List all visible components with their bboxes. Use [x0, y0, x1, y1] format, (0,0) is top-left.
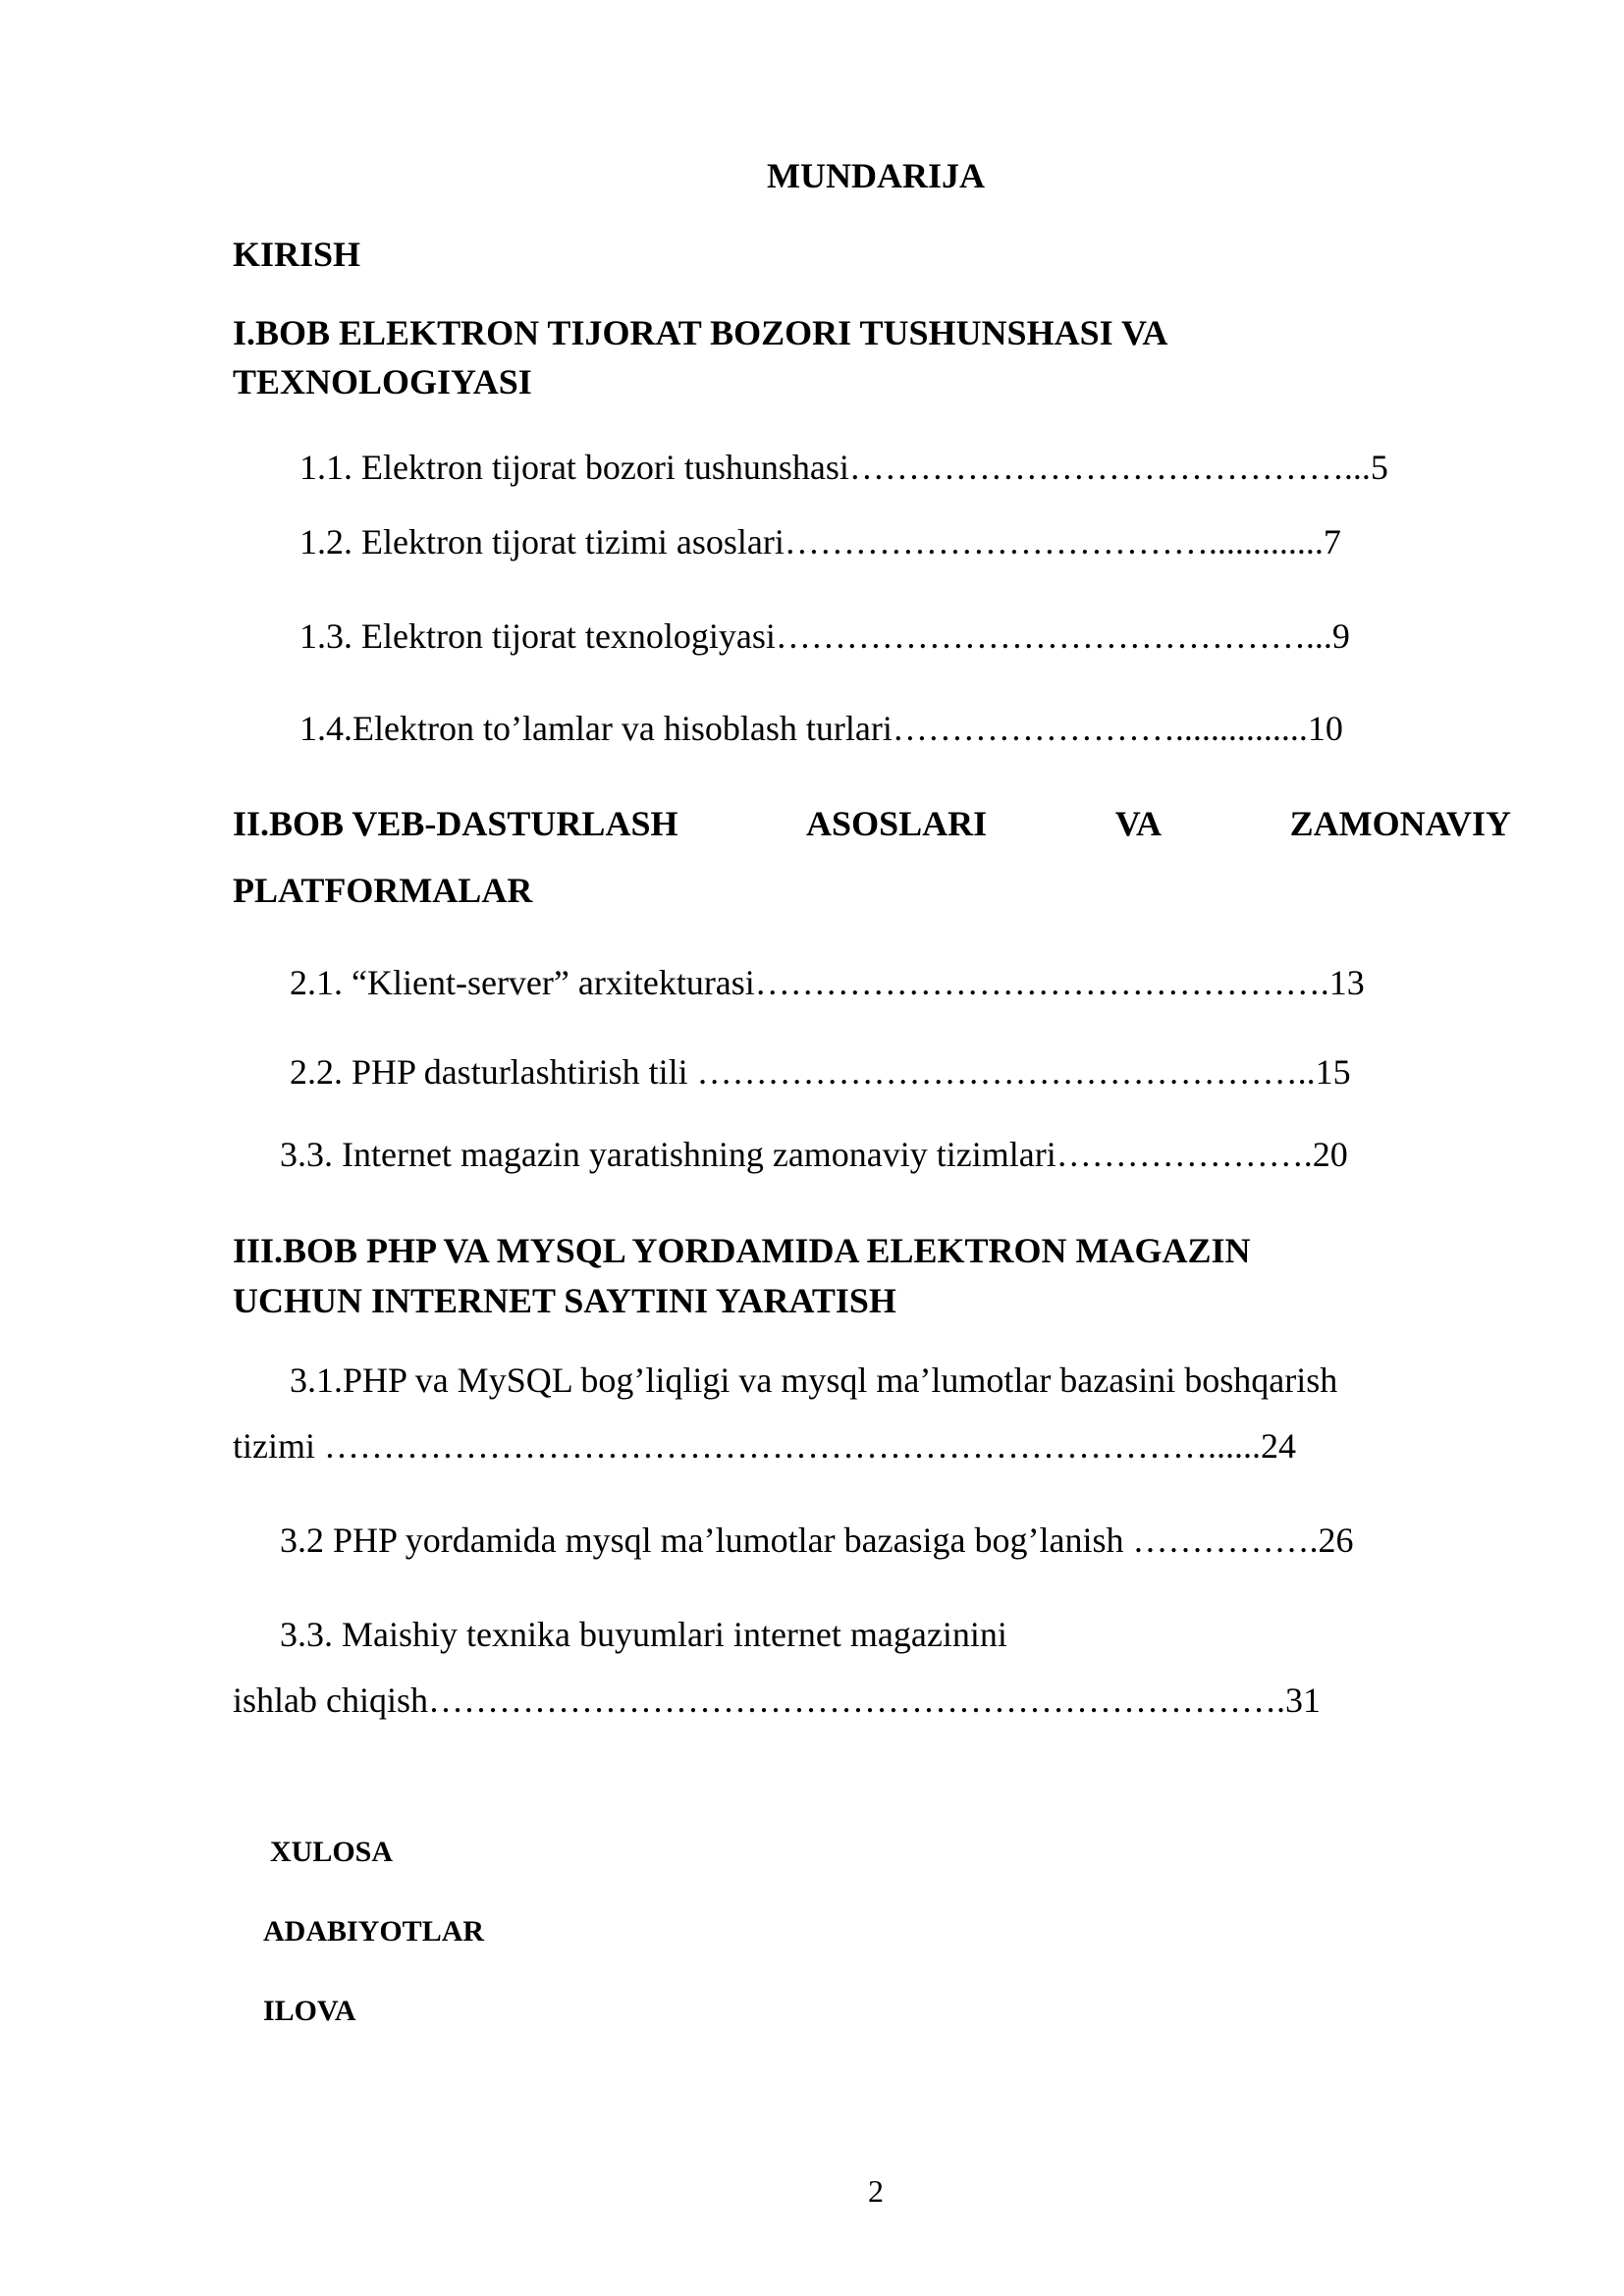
- chapter-3-heading-line-1: III.BOB PHP VA MYSQL YORDAMIDA ELEKTRON MAGAZIN: [233, 1231, 1251, 1270]
- chapter-1-heading-line-1: I.BOB ELEKTRON TIJORAT BOZORI TUSHUNSHASI VA: [233, 313, 1168, 352]
- toc-entry-3-3-line-1: 3.3. Maishiy texnika buyumlari internet magazinini: [280, 1615, 1007, 1654]
- chapter-2-heading-word-2: ASOSLARI: [806, 804, 988, 843]
- toc-entry-2-3: 3.3. Internet magazin yaratishning zamonaviy tizimlari………………….20: [280, 1135, 1348, 1174]
- chapter-2-heading-line-2: PLATFORMALAR: [233, 871, 533, 910]
- toc-entry-1-2: 1.2. Elektron tijorat tizimi asoslari……………………………….............7: [299, 522, 1341, 561]
- chapter-3-heading-line-2: UCHUN INTERNET SAYTINI YARATISH: [233, 1281, 896, 1320]
- toc-entry-3-2: 3.2 PHP yordamida mysql ma’lumotlar bazasiga bog’lanish …………….26: [280, 1521, 1354, 1560]
- toc-entry-2-1: 2.1. “Klient-server” arxitekturasi………………………………………….13: [290, 963, 1365, 1002]
- chapter-1-heading-line-2: TEXNOLOGIYASI: [233, 362, 532, 401]
- page-title: MUNDARIJA: [767, 156, 985, 195]
- toc-entry-3-1-line-1: 3.1.PHP va MySQL bog’liqligi va mysql ma’lumotlar bazasini boshqarish: [290, 1361, 1338, 1400]
- toc-conclusion: XULOSA: [270, 1836, 394, 1868]
- toc-entry-2-2: 2.2. PHP dasturlashtirish tili ……………………………………………..15: [290, 1052, 1351, 1092]
- chapter-2-heading-word-3: VA: [1114, 804, 1163, 843]
- toc-entry-1-3: 1.3. Elektron tijorat texnologiyasi………………………………………...9: [299, 616, 1350, 656]
- toc-entry-1-1: 1.1. Elektron tijorat bozori tushunshasi……………………………………...5: [299, 448, 1388, 487]
- toc-references: ADABIYOTLAR: [263, 1915, 485, 1948]
- toc-entry-3-3-line-2: ishlab chiqish……………………………………………………………….31: [233, 1681, 1321, 1720]
- toc-appendix: ILOVA: [263, 1995, 356, 2027]
- chapter-2-heading-word-1: II.BOB VEB-DASTURLASH: [233, 804, 678, 843]
- toc-entry-3-1-line-2: tizimi …………………………………………………………………......24: [233, 1426, 1296, 1466]
- toc-introduction: KIRISH: [233, 235, 361, 274]
- chapter-2-heading-line-1: [233, 803, 1511, 844]
- toc-entry-1-4: 1.4.Elektron to’lamlar va hisoblash turlari……………………...............10: [299, 709, 1343, 748]
- chapter-2-heading-word-4: ZAMONAVIY: [1289, 804, 1511, 843]
- page-number: 2: [868, 2173, 884, 2209]
